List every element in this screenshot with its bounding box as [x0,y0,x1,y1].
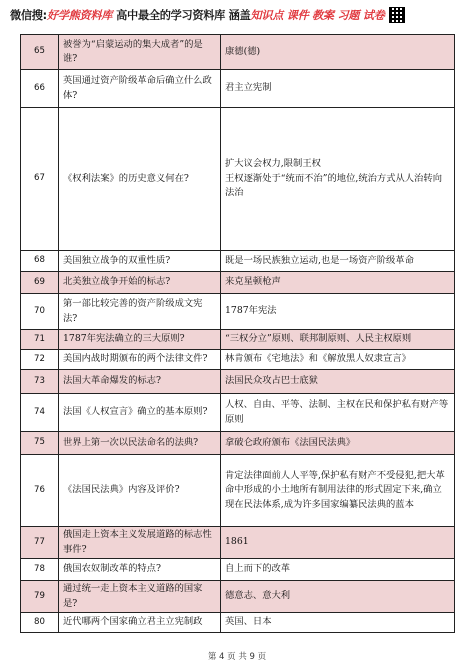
table-row [21,350,455,370]
row-number: 66 [21,70,59,108]
row-answer: 林肯颁布《宅地法》和《解放黑人奴隶宣言》 [221,350,455,370]
row-question: 《权利法案》的历史意义何在? [59,108,221,251]
row-question: 通过统一走上资本主义道路的国家是? [59,581,221,613]
table-row [21,70,455,108]
row-question: 1787年宪法确立的三大原则? [59,330,221,350]
row-answer: 人权、自由、平等、法制、主权在民和保护私有财产等原则 [221,394,455,432]
banner-topics: 知识点 课件 教案 习题 试卷 [250,9,385,22]
row-answer: 来克星顿枪声 [221,272,455,294]
row-answer: 拿破仑政府颁布《法国民法典》 [221,432,455,455]
table-row [21,330,455,350]
row-number: 79 [21,581,59,613]
table-row [21,108,455,251]
row-number: 68 [21,251,59,272]
table-row [21,272,455,294]
row-number: 72 [21,350,59,370]
row-answer: 君主立宪制 [221,70,455,108]
row-answer: 德意志、意大利 [221,581,455,613]
row-number: 67 [21,108,59,251]
banner-brand: 好学熊资料库 [46,9,113,22]
table-row [21,294,455,330]
table-row [21,35,455,70]
row-question: 俄国走上资本主义发展道路的标志性事件? [59,527,221,559]
banner-prefix: 微信搜: [10,9,47,22]
row-answer: 肯定法律面前人人平等,保护私有财产不受侵犯,把大革命中形成的小土地所有制用法律的形式固定下来,确立现在民法体系,成为许多国家编纂民法典的蓝本 [221,455,455,527]
row-question: 英国通过资产阶级革命后确立什么政体? [59,70,221,108]
row-question: 美国独立战争的双重性质? [59,251,221,272]
row-answer: 扩大议会权力,限制王权 王权逐渐处于“统而不治”的地位,统治方式从人治转向法治 [221,108,455,251]
banner-slogan: 高中最全的学习资料库 涵盖 [116,9,251,22]
table-row [21,527,455,559]
row-question: 第一部比较完善的资产阶级成文宪法? [59,294,221,330]
row-question: 法国《人权宣言》确立的基本原则? [59,394,221,432]
row-question: 北美独立战争开始的标志? [59,272,221,294]
table-row [21,613,455,633]
row-question: 近代哪两个国家确立君主立宪制政 [59,613,221,633]
row-number: 74 [21,394,59,432]
row-answer: 法国民众攻占巴士底狱 [221,370,455,394]
row-answer: 英国、日本 [221,613,455,633]
row-number: 69 [21,272,59,294]
table-row [21,559,455,581]
row-number: 77 [21,527,59,559]
row-number: 78 [21,559,59,581]
row-answer: 1787年宪法 [221,294,455,330]
row-answer: 既是一场民族独立运动,也是一场资产阶级革命 [221,251,455,272]
row-question: 世界上第一次以民法命名的法典? [59,432,221,455]
table-row [21,581,455,613]
row-answer: 1861 [221,527,455,559]
row-question: 《法国民法典》内容及评价? [59,455,221,527]
row-number: 71 [21,330,59,350]
table-row [21,455,455,527]
page-footer: 第 4 页 共 9 页 [207,652,267,662]
qa-table [20,34,455,633]
table-row [21,394,455,432]
table-row [21,432,455,455]
table-row [21,251,455,272]
row-number: 70 [21,294,59,330]
row-answer: 自上而下的改革 [221,559,455,581]
row-number: 75 [21,432,59,455]
row-number: 73 [21,370,59,394]
row-answer: “三权分立”原则、联邦制原则、人民主权原则 [221,330,455,350]
qr-code-icon [389,7,405,23]
row-question: 法国大革命爆发的标志? [59,370,221,394]
row-question: 美国内战时期颁布的两个法律文件? [59,350,221,370]
row-number: 76 [21,455,59,527]
table-row [21,370,455,394]
row-number: 80 [21,613,59,633]
row-answer: 康德(德) [221,35,455,70]
header-banner [10,0,464,30]
row-question: 被誉为“启蒙运动的集大成者”的是谁? [59,35,221,70]
row-question: 俄国农奴制改革的特点? [59,559,221,581]
row-number: 65 [21,35,59,70]
